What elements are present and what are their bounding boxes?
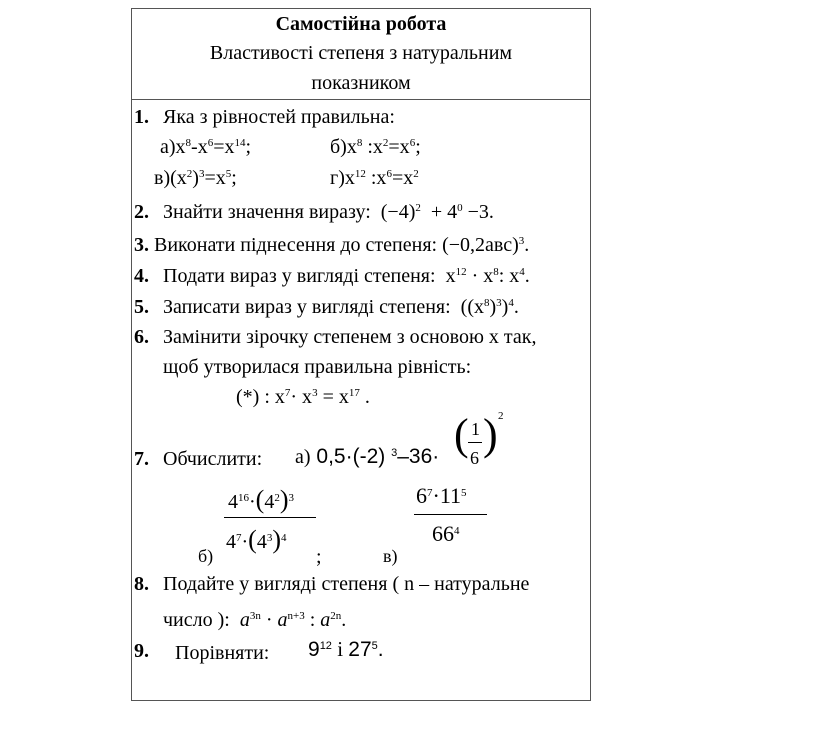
task-4-line: Подати вираз у вигляді степеня: $x^{12} \cdot x^8$: $x^4$. — [163, 265, 530, 287]
task-6-equation: (*) : $x^7\cdot x^3 = x^{17}$ . — [236, 386, 370, 408]
task-7-a-expr: а) 0,5·(-2) $^3$–36· — [295, 445, 440, 468]
task-1-number: 1. — [134, 106, 149, 128]
task-2-line: Знайти значення виразу: $(-4)^2 + 4^0 -3$. — [163, 201, 494, 223]
worksheet — [131, 8, 591, 701]
task-6-line2: щоб утворилася правильна рівність: — [163, 356, 472, 378]
open-paren: ( — [454, 410, 469, 459]
fraction-bar — [414, 514, 487, 515]
task-2-text: Знайти значення виразу: — [163, 201, 371, 223]
task-4-number: 4. — [134, 265, 149, 287]
task-5-text: Записати вираз у вигляді степеня: — [163, 296, 451, 318]
task-6-line1: Замінити зірочку степенем з основою х так, — [163, 326, 537, 348]
task-6-number: 6. — [134, 326, 149, 348]
task-1-text: Яка з рівностей правильна: — [163, 106, 395, 128]
task-3-number: 3. — [134, 234, 149, 256]
task-1-option-g: $г)x^{12}$ $:x^6=x^2$ — [330, 167, 419, 189]
task-3-line: Виконати піднесення до степеня: $(-0,2авс)^3$. — [154, 234, 530, 256]
task-7-v-fraction — [413, 481, 493, 553]
task-1-option-b: $б)x^8$ $:x^2=x^6$; — [330, 136, 421, 158]
task-7-b-fraction — [222, 477, 322, 559]
task-9-number: 9. — [134, 640, 149, 662]
fraction-power: 2 — [498, 410, 504, 422]
task-7-v-label: в) — [383, 546, 398, 566]
close-paren: ) — [483, 410, 498, 459]
task-8-number: 8. — [134, 573, 149, 595]
task-7-v-numerator: $6^7\cdot 11^5$ — [416, 483, 467, 508]
task-7-b-end: ; — [316, 546, 322, 568]
task-9-expression: $9^{12}$ і $27^5$. — [308, 637, 384, 661]
task-7-b-denominator: $4^7\cdot(4^3)^4$ — [226, 525, 287, 554]
task-8-line1: Подайте у вигляді степеня ( n – натуральне — [163, 573, 530, 595]
fraction-bar — [224, 517, 316, 518]
task-7-a-fraction — [454, 410, 504, 473]
task-8-line2: число ): $a^{3n} \cdot a^{n+3}$ : $a^{2n}$. — [163, 609, 347, 631]
worksheet-subtitle-line2: показником — [311, 72, 411, 94]
task-5-number: 5. — [134, 296, 149, 318]
task-7-number: 7. — [134, 448, 149, 470]
fraction-numerator: 1 — [471, 419, 480, 439]
task-4-text: Подати вираз у вигляді степеня: — [163, 265, 436, 287]
task-7-b-label: б) — [198, 546, 214, 566]
worksheet-subtitle-line1: Властивості степеня з натуральним — [209, 42, 513, 64]
task-9-text: Порівняти: — [175, 642, 270, 664]
worksheet-header — [132, 9, 590, 100]
task-1-option-a: $а)x^8-x^6=x^{14}$; — [160, 136, 252, 158]
task-7-text: Обчислити: — [163, 448, 263, 470]
task-5-line: Записати вираз у вигляді степеня: $((x^8)^3)^4$. — [163, 296, 519, 318]
worksheet-title: Самостійна робота — [275, 13, 447, 35]
task-3-text: Виконати піднесення до степеня: (−0,2авс) — [154, 234, 519, 256]
fraction-denominator: 6 — [470, 448, 479, 468]
fraction-bar — [468, 442, 482, 443]
task-7-b-numerator: $4^{16}\cdot(4^2)^3$ — [228, 485, 295, 514]
task-2-number: 2. — [134, 201, 149, 223]
task-1-option-v: $в)(x^2)^3=x^5$; — [154, 167, 237, 189]
task-7-v-denominator: $66^4$ — [432, 521, 460, 546]
